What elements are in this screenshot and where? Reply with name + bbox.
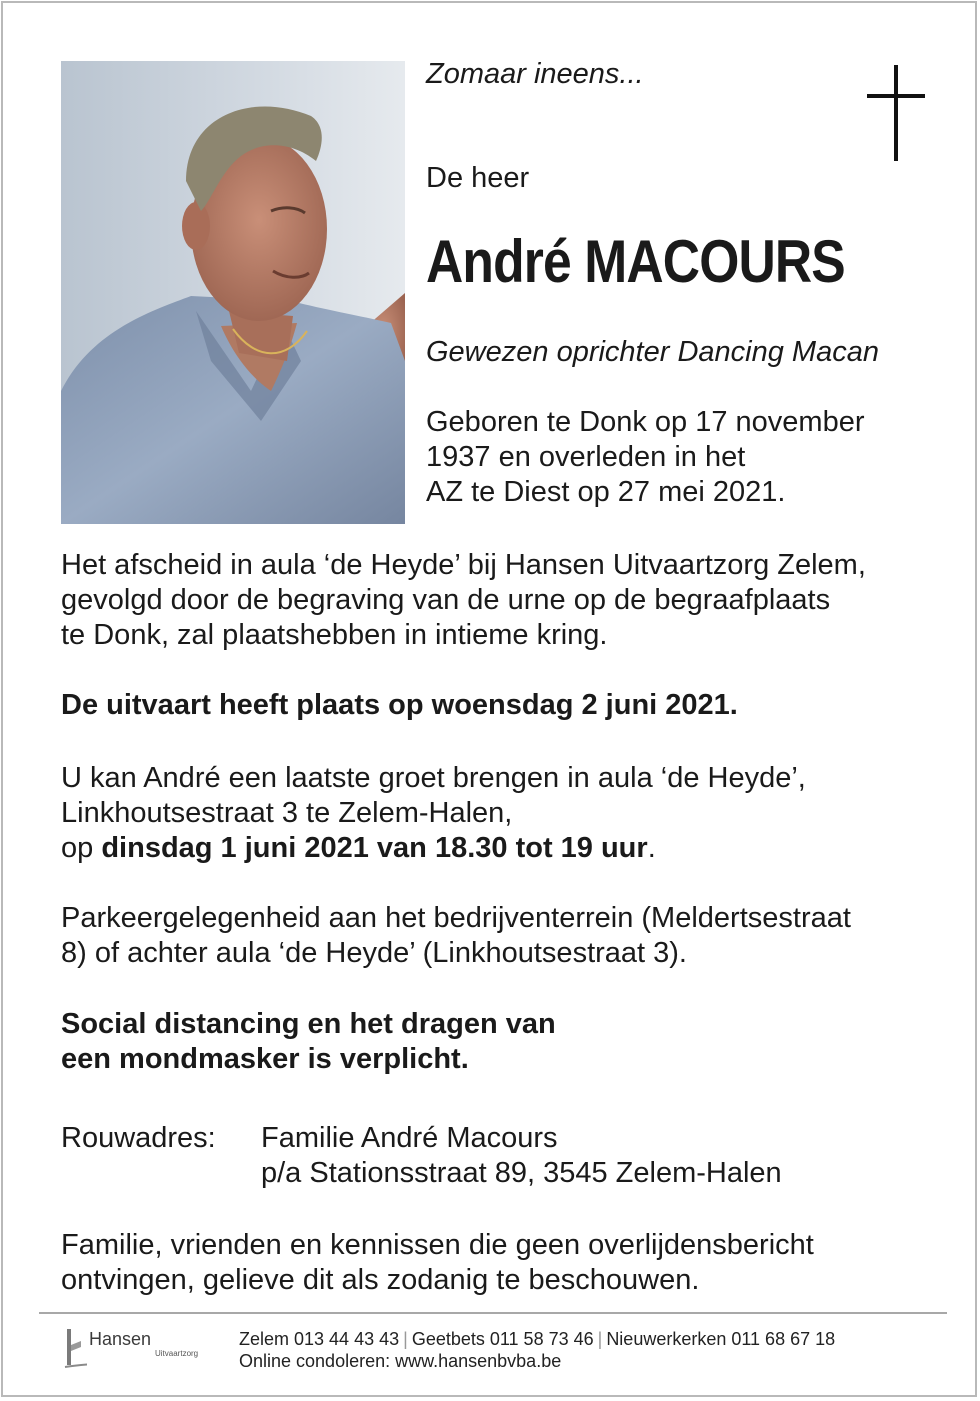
separator: | [597,1329,603,1349]
birth-line: Geboren te Donk op 17 november [426,406,865,438]
visit-time-line [61,831,656,866]
address-line: p/a Stationsstraat 89, 3545 Zelem-Halen [261,1157,782,1189]
visit-line: Linkhoutsestraat 3 te Zelem-Halen, [61,797,513,829]
covid-line: een mondmasker is verplicht. [61,1043,469,1075]
farewell-line: Het afscheid in aula ‘de Heyde’ bij Hansen Uitvaartzorg Zelem, [61,549,866,581]
visit-suffix: . [647,832,656,864]
address-label: Rouwadres: [61,1122,216,1154]
visit-time: dinsdag 1 juni 2021 van 18.30 tot 19 uur [101,832,648,864]
logo-subtitle: Uitvaartzorg [155,1349,199,1358]
office-nieuwerkerken: Nieuwerkerken 011 68 67 18 [606,1329,836,1349]
cross-icon [867,65,925,161]
portrait-illustration [61,61,405,524]
closing-line: Familie, vrienden en kennissen die geen overlijdensbericht [61,1229,814,1261]
covid-line: Social distancing en het dragen van [61,1008,556,1040]
hansen-logo [63,1325,203,1373]
birth-line: 1937 en overleden in het [426,441,746,473]
birth-line: AZ te Diest op 27 mei 2021. [426,476,786,508]
office-geetbets: Geetbets 011 58 73 46 [411,1329,594,1349]
parking-line: Parkeergelegenheid aan het bedrijventerrein (Meldertsestraat [61,902,851,934]
visit-line: U kan André een laatste groet brengen in aula ‘de Heyde’, [61,762,806,794]
closing-line: ontvingen, gelieve dit als zodanig te beschouwen. [61,1264,700,1296]
online-condolence: Online condoleren: www.hansenbvba.be [239,1351,562,1371]
intro-text: Zomaar ineens... [426,58,644,90]
separator: | [403,1329,408,1349]
address-line: Familie André Macours [261,1122,558,1154]
farewell-line: te Donk, zal plaatshebben in intieme kring. [61,619,608,651]
role-text: Gewezen oprichter Dancing Macan [426,336,879,368]
parking-line: 8) of achter aula ‘de Heyde’ (Linkhoutsestraat 3). [61,937,687,969]
portrait-photo [61,61,405,524]
logo-mark-icon [63,1325,87,1371]
footer-divider [39,1312,947,1314]
deceased-name: André MACOURS [426,228,845,295]
farewell-line: gevolgd door de begraving van de urne op de begraafplaats [61,584,831,616]
obituary-card [1,1,977,1397]
visit-prefix: op [61,832,102,864]
logo-brand: Hansen [89,1329,152,1349]
office-phones [239,1328,835,1350]
salutation: De heer [426,162,530,194]
office-zelem: Zelem 013 44 43 43 [239,1329,400,1349]
funeral-date: De uitvaart heeft plaats op woensdag 2 juni 2021. [61,689,738,721]
